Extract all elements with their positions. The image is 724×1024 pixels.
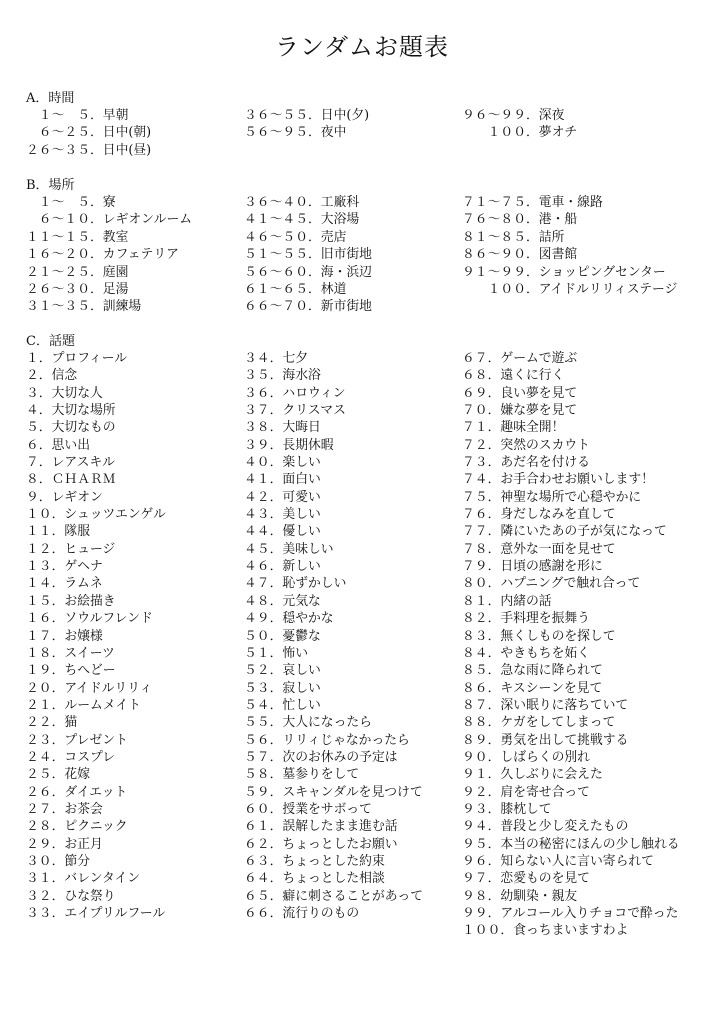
list-item: ２２．猫	[26, 715, 78, 731]
list-item: ７１〜７５．電車・線路	[462, 195, 603, 210]
list-item: ８．ＣＨＡＲＭ	[26, 472, 116, 488]
section-heading-time: A．時間	[26, 91, 75, 106]
list-item: ４１〜４５．大浴場	[244, 212, 360, 228]
section-heading-topic: C．話題	[26, 334, 75, 349]
list-item: ２０．アイドルリリィ	[26, 680, 153, 696]
list-item: ７．レアスキル	[26, 455, 115, 471]
list-item: ３６．ハロウィン	[244, 385, 346, 401]
list-item: １６〜２０．カフェテリア	[26, 247, 179, 263]
list-item: ９３．膝枕して	[462, 801, 552, 817]
list-item: ８６〜９０．図書館	[462, 247, 578, 263]
list-item: ６０．授業をサボって	[244, 801, 372, 817]
list-item: ９７．恋愛ものを見て	[462, 871, 590, 887]
list-item: ９．レギオン	[26, 489, 103, 505]
list-item: １５．お絵描き	[26, 593, 116, 609]
list-item: ３０．節分	[26, 853, 90, 869]
list-item: ５６．リリィじゃなかったら	[244, 732, 410, 748]
list-item: ４８．元気な	[244, 593, 321, 609]
list-item: ４９．穏やかな	[244, 611, 334, 627]
list-item: ６〜１０．レギオンルーム	[26, 212, 193, 228]
list-item: ４３．美しい	[244, 507, 321, 523]
list-item: ２５．花嫁	[26, 767, 90, 783]
list-item: ３１〜３５．訓練場	[26, 299, 142, 315]
list-item: ５８．墓参りをして	[244, 767, 360, 783]
topic-column-1	[26, 350, 166, 922]
list-item: ８２．手料理を振舞う	[462, 611, 590, 627]
list-item: ７３．あだ名を付ける	[462, 455, 590, 471]
place-column-1	[26, 194, 192, 316]
list-item: ９６．知らない人に言い寄られて	[462, 853, 654, 869]
list-item: ５４．忙しい	[244, 697, 321, 713]
list-item: ３８．大晦日	[244, 420, 321, 436]
list-item: ３１．バレンタイン	[26, 871, 141, 887]
list-item: ２６〜３０．足湯	[26, 281, 129, 297]
list-item: １００．食っちまいますわよ	[462, 923, 629, 939]
list-item: ４７．恥ずかしい	[244, 576, 347, 592]
list-item: ５９．スキャンダルを見つけて	[244, 784, 423, 800]
list-item: ２．信念	[26, 368, 78, 384]
list-item: ４５．美味しい	[244, 541, 334, 557]
list-item: ４２．可愛い	[244, 489, 321, 505]
list-item: ２１．ルームメイト	[26, 697, 141, 713]
list-item: １００．アイドルリリィステージ	[462, 281, 678, 297]
list-item: ６．思い出	[26, 437, 90, 453]
list-item: ８０．ハプニングで触れ合って	[462, 576, 641, 592]
list-item: ８９．勇気を出して挑戦する	[462, 732, 629, 748]
list-item: ８３．無くしものを探して	[462, 628, 616, 644]
list-item: １０．シュッツエンゲル	[26, 507, 166, 523]
list-item: ８５．急な雨に降られて	[462, 663, 603, 679]
list-item: １９．ちへどー	[26, 663, 116, 679]
list-item: ７９．日頃の感謝を形に	[462, 559, 603, 575]
list-item: ２６〜３５．日中(昼)	[26, 142, 152, 158]
list-item: ７６．身だしなみを直して	[462, 507, 616, 523]
list-item: ５２．哀しい	[244, 663, 321, 679]
list-item: １３．ゲヘナ	[26, 559, 103, 575]
page-title: ランダムお題表	[274, 33, 450, 61]
list-item: ４．大切な場所	[26, 403, 116, 419]
list-item: ６〜２５．日中(朝)	[26, 125, 152, 141]
list-item: ３．大切な人	[26, 385, 103, 401]
list-item: ５．大切なもの	[26, 420, 116, 436]
list-item: ４６〜５０．売店	[244, 229, 347, 245]
list-item: ７５．神聖な場所で心穏やかに	[462, 489, 642, 505]
list-item: ５１．怖い	[244, 645, 308, 661]
list-item: ９８．幼馴染・親友	[462, 888, 578, 904]
list-item: ７７．隣にいたあの子が気になって	[462, 524, 667, 540]
list-item: ２３．プレゼント	[26, 732, 128, 748]
list-item: ３５．海水浴	[244, 368, 321, 384]
list-item: ２６．ダイエット	[26, 784, 128, 800]
list-item: ８６．キスシーンを見て	[462, 680, 603, 696]
list-item: ６４．ちょっとした相談	[244, 871, 385, 887]
list-item: ７０．嫌な夢を見て	[462, 403, 578, 419]
list-item: １．プロフィール	[26, 351, 128, 366]
list-item: ９５．本当の秘密にほんの少し触れる	[462, 836, 680, 852]
list-item: ３４．七夕	[244, 351, 308, 366]
time-column-2	[244, 107, 369, 142]
list-item: ５１〜５５．旧市街地	[244, 247, 372, 263]
list-item: ４６．新しい	[244, 559, 321, 575]
list-item: ８１〜８５．詰所	[462, 229, 565, 245]
list-item: ５７．次のお休みの予定は	[244, 749, 398, 765]
list-item: ６７．ゲームで遊ぶ	[462, 351, 578, 366]
topic-column-3	[462, 350, 680, 940]
list-item: １〜 ５．早朝	[26, 108, 129, 123]
list-item: ９６〜９９．深夜	[462, 108, 565, 123]
list-item: ８８．ケガをしてしまって	[462, 715, 616, 731]
list-item: ３６〜４０．工廠科	[244, 195, 360, 210]
list-item: ６１．誤解したまま進む話	[244, 819, 398, 835]
list-item: ２１〜２５．庭園	[26, 264, 129, 280]
list-item: ６５．癖に刺さることがあって	[244, 888, 424, 904]
list-item: １００．夢オチ	[462, 125, 578, 141]
list-item: １〜 ５．寮	[26, 195, 116, 210]
list-item: １７．お嬢様	[26, 628, 103, 644]
list-item: ６９．良い夢を見て	[462, 385, 578, 401]
list-item: ６８．遠くに行く	[462, 368, 565, 384]
list-item: １２．ヒュージ	[26, 541, 116, 557]
list-item: ３２．ひな祭り	[26, 888, 116, 904]
list-item: ２７．お茶会	[26, 801, 103, 817]
list-item: ４１．面白い	[244, 472, 321, 488]
list-item: １１〜１５．教室	[26, 229, 129, 245]
time-column-1	[26, 107, 151, 159]
list-item: ５５．大人になったら	[244, 715, 372, 731]
list-item: ６１〜６５．林道	[244, 281, 347, 297]
list-item: ７１．趣味全開！	[462, 420, 565, 436]
list-item: ９０．しばらくの別れ	[462, 749, 590, 765]
list-item: ８７．深い眠りに落ちていて	[462, 697, 629, 713]
list-item: ３６〜５５．日中(夕)	[244, 108, 370, 123]
list-item: ６６．流行りのもの	[244, 906, 360, 921]
topic-column-2	[244, 350, 423, 922]
list-item: ９１．久しぶりに会えた	[462, 767, 603, 783]
list-item: ５６〜９５．夜中	[244, 125, 347, 141]
list-item: １４．ラムネ	[26, 576, 103, 592]
list-item: １８．スイーツ	[26, 645, 115, 661]
section-heading-place: B．場所	[26, 178, 75, 193]
list-item: ４４．優しい	[244, 524, 321, 540]
list-item: ７８．意外な一面を見せて	[462, 541, 616, 557]
list-item: ２９．お正月	[26, 836, 103, 852]
list-item: ６２．ちょっとしたお願い	[244, 836, 398, 852]
place-column-3	[462, 194, 677, 298]
time-column-3	[462, 107, 577, 142]
list-item: ９４．普段と少し変えたもの	[462, 819, 629, 835]
list-item: ５０．憂鬱な	[244, 628, 321, 644]
list-item: ３７．クリスマス	[244, 403, 346, 419]
list-item: １６．ソウルフレンド	[26, 611, 153, 627]
list-item: ５３．寂しい	[244, 680, 321, 696]
list-item: ９１〜９９．ショッピングセンター	[462, 264, 666, 280]
list-item: ７２．突然のスカウト	[462, 437, 590, 453]
list-item: ７６〜８０．港・船	[462, 212, 578, 228]
list-item: １１．隊服	[26, 524, 90, 540]
list-item: ２８．ピクニック	[26, 819, 128, 835]
list-item: ３９．長期休暇	[244, 437, 334, 453]
list-item: ６６〜７０．新市街地	[244, 299, 372, 315]
list-item: ８４．やきもちを妬く	[462, 645, 590, 661]
list-item: ６３．ちょっとした約束	[244, 853, 385, 869]
list-item: ７４．お手合わせお願いします！	[462, 472, 654, 488]
list-item: ４０．楽しい	[244, 455, 321, 471]
list-item: ９２．肩を寄せ合って	[462, 784, 590, 800]
list-item: ９９．アルコール入りチョコで酔った	[462, 906, 679, 921]
place-column-2	[244, 194, 372, 316]
list-item: ３３．エイプリルフール	[26, 906, 166, 921]
list-item: ８１．内緒の話	[462, 593, 552, 609]
list-item: ２４．コスプレ	[26, 749, 116, 765]
list-item: ５６〜６０．海・浜辺	[244, 264, 372, 280]
